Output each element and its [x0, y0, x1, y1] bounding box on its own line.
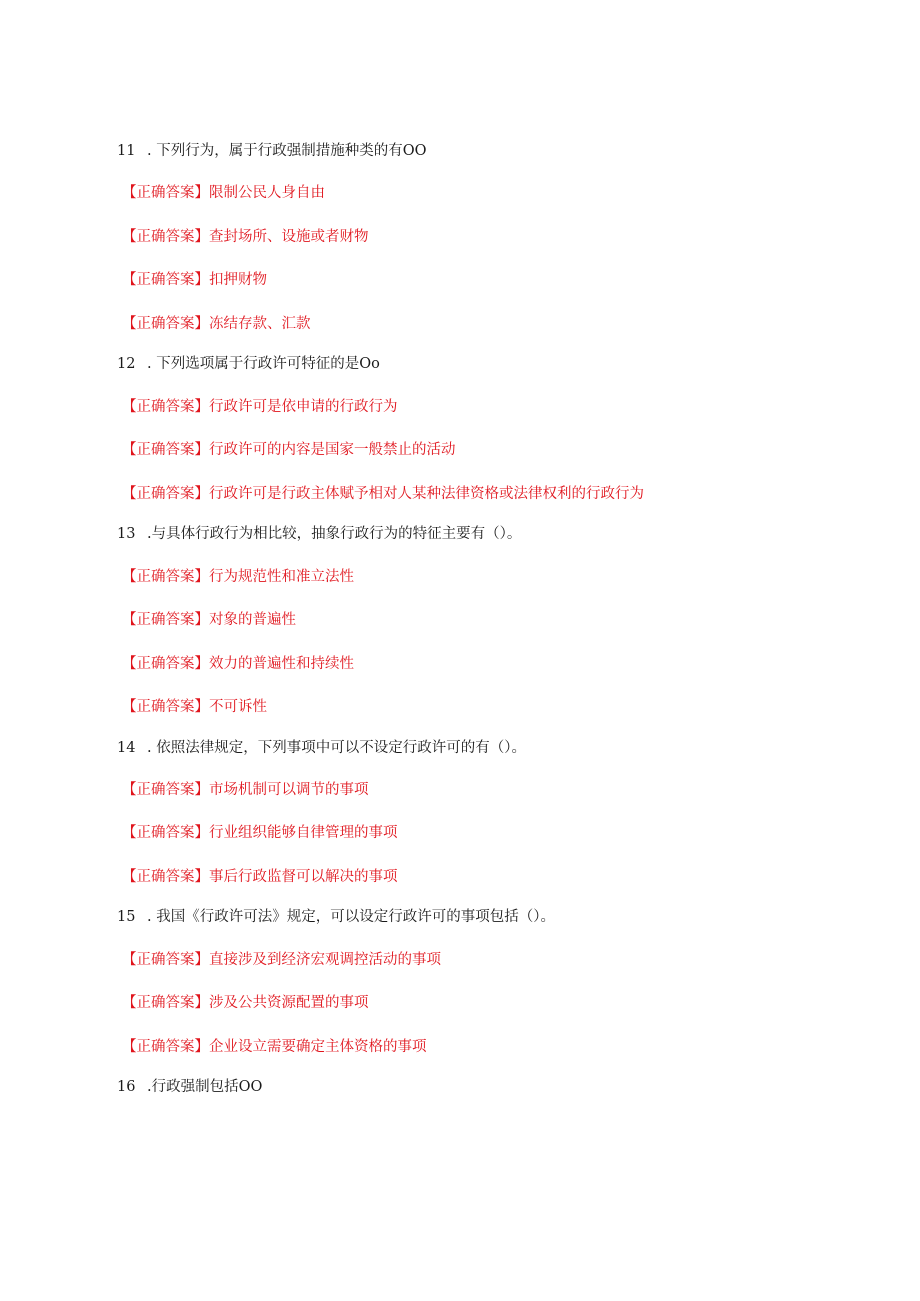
answer-text: 效力的普遍性和持续性 [209, 656, 354, 672]
answer-prefix: 【正确答案】 [122, 399, 209, 415]
answer-line [122, 610, 296, 630]
answer-prefix: 【正确答案】 [122, 612, 209, 628]
answer-line [122, 314, 311, 334]
question-text: .与具体行政行为相比较，抽象行政行为的特征主要有（）。 [147, 526, 522, 542]
answer-prefix: 【正确答案】 [122, 995, 209, 1011]
question-number: 13 [117, 526, 136, 542]
question-14 [117, 738, 526, 758]
answer-line [122, 227, 369, 247]
answer-prefix: 【正确答案】 [122, 699, 209, 715]
answer-text: 企业设立需要确定主体资格的事项 [209, 1039, 427, 1055]
answer-line [122, 183, 325, 203]
answer-prefix: 【正确答案】 [122, 825, 209, 841]
answer-text: 市场机制可以调节的事项 [209, 782, 369, 798]
question-text: . 下列选项属于行政许可特征的是Oo [147, 356, 380, 372]
answer-text: 直接涉及到经济宏观调控活动的事项 [209, 952, 441, 968]
question-number: 12 [117, 356, 136, 372]
question-text: .行政强制包括OO [147, 1079, 263, 1095]
answer-line [122, 270, 267, 290]
answer-line [122, 1037, 427, 1057]
question-text: . 我国《行政许可法》规定，可以设定行政许可的事项包括（）。 [147, 909, 555, 925]
answer-prefix: 【正确答案】 [122, 569, 209, 585]
answer-line [122, 867, 398, 887]
answer-prefix: 【正确答案】 [122, 869, 209, 885]
answer-line [122, 950, 441, 970]
question-text: . 依照法律规定，下列事项中可以不设定行政许可的有（）。 [147, 740, 526, 756]
answer-prefix: 【正确答案】 [122, 486, 209, 502]
answer-text: 行为规范性和准立法性 [209, 569, 354, 585]
answer-prefix: 【正确答案】 [122, 316, 209, 332]
answer-text: 不可诉性 [209, 699, 267, 715]
answer-text: 涉及公共资源配置的事项 [209, 995, 369, 1011]
answer-prefix: 【正确答案】 [122, 229, 209, 245]
answer-line [122, 397, 398, 417]
answer-line [122, 654, 354, 674]
question-number: 16 [117, 1079, 136, 1095]
answer-line [122, 780, 369, 800]
answer-prefix: 【正确答案】 [122, 272, 209, 288]
answer-text: 行政许可是行政主体赋予相对人某种法律资格或法律权利的行政行为 [209, 486, 644, 502]
answer-text: 行业组织能够自律管理的事项 [209, 825, 398, 841]
answer-prefix: 【正确答案】 [122, 185, 209, 201]
answer-line [122, 484, 644, 504]
answer-prefix: 【正确答案】 [122, 1039, 209, 1055]
answer-text: 对象的普遍性 [209, 612, 296, 628]
answer-text: 冻结存款、汇款 [209, 316, 311, 332]
answer-line [122, 823, 398, 843]
answer-line [122, 993, 369, 1013]
question-number: 15 [117, 909, 136, 925]
answer-prefix: 【正确答案】 [122, 952, 209, 968]
answer-line [122, 567, 354, 587]
answer-text: 限制公民人身自由 [209, 185, 325, 201]
answer-text: 行政许可的内容是国家一般禁止的活动 [209, 442, 456, 458]
answer-prefix: 【正确答案】 [122, 656, 209, 672]
question-11 [117, 141, 427, 161]
answer-line [122, 440, 456, 460]
question-text: . 下列行为，属于行政强制措施种类的有OO [147, 143, 427, 159]
answer-text: 事后行政监督可以解决的事项 [209, 869, 398, 885]
answer-prefix: 【正确答案】 [122, 442, 209, 458]
answer-text: 扣押财物 [209, 272, 267, 288]
answer-line [122, 697, 267, 717]
question-15 [117, 907, 555, 927]
answer-text: 行政许可是依申请的行政行为 [209, 399, 398, 415]
question-16 [117, 1077, 262, 1097]
question-number: 11 [117, 143, 136, 159]
answer-text: 查封场所、设施或者财物 [209, 229, 369, 245]
question-12 [117, 354, 380, 374]
question-number: 14 [117, 740, 136, 756]
answer-prefix: 【正确答案】 [122, 782, 209, 798]
question-13 [117, 524, 521, 544]
